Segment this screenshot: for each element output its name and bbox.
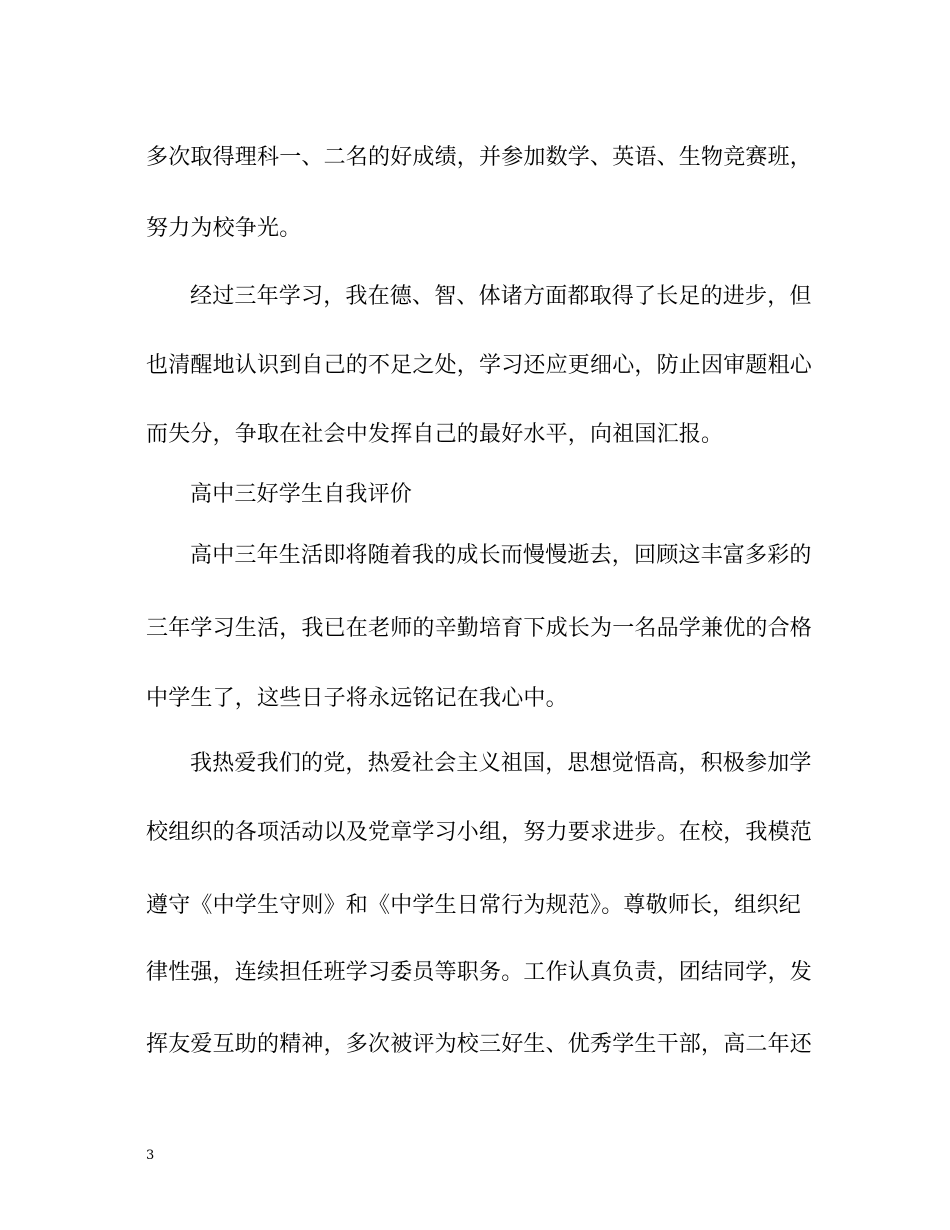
text-line: 律性强，连续担任班学习委员等职务。工作认真负责，团结同学，发 [146, 960, 813, 985]
text-line: 而失分，争取在社会中发挥自己的最好水平，向祖国汇报。 [146, 422, 724, 447]
text-line: 中学生了，这些日子将永远铭记在我心中。 [146, 686, 568, 711]
text-line: 三年学习生活，我已在老师的辛勤培育下成长为一名品学兼优的合格 [146, 616, 813, 641]
text-line: 遵守《中学生守则》和《中学生日常行为规范》。尊敬师长，组织纪 [146, 893, 802, 918]
paragraph-first-line: 我热爱我们的党，热爱社会主义祖国，思想觉悟高，积极参加学 [190, 751, 812, 776]
paragraph-first-line: 经过三年学习，我在德、智、体诸方面都取得了长足的进步，但 [190, 284, 812, 309]
text-line: 挥友爱互助的精神，多次被评为校三好生、优秀学生干部，高二年还 [146, 1032, 813, 1057]
text-line: 努力为校争光。 [146, 216, 302, 241]
section-heading: 高中三好学生自我评价 [190, 482, 413, 507]
text-line: 也清醒地认识到自己的不足之处，学习还应更细心，防止因审题粗心 [146, 353, 813, 378]
paragraph-first-line: 高中三年生活即将随着我的成长而慢慢逝去，回顾这丰富多彩的 [190, 543, 812, 568]
page-number: 3 [146, 1148, 155, 1163]
text-line: 校组织的各项活动以及党章学习小组，努力要求进步。在校，我模范 [146, 820, 813, 845]
text-line: 多次取得理科一、二名的好成绩，并参加数学、英语、生物竞赛班， [146, 145, 813, 170]
